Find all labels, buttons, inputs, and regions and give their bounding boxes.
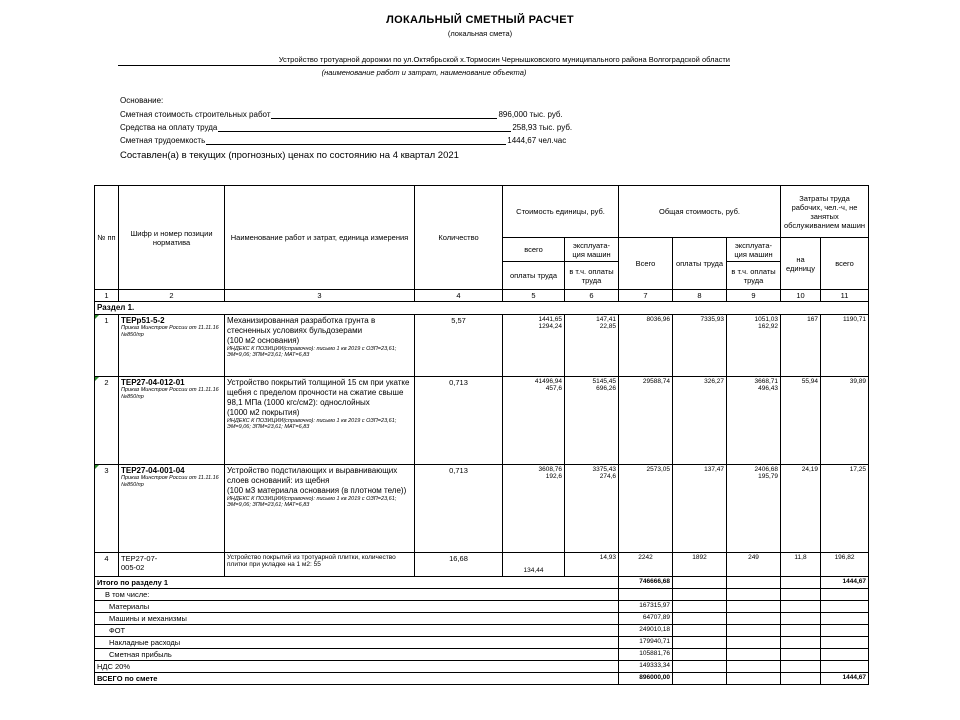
row-total: 8036,96 (619, 314, 673, 376)
row-unit-cost-cell (503, 376, 565, 464)
empty-cell (781, 636, 821, 648)
col-incl-wages-header: в т.ч. оплаты труда (565, 262, 619, 290)
row-num: 4 (95, 552, 119, 576)
table-row (95, 464, 869, 552)
totals-row (95, 624, 869, 636)
row-code-cell (119, 376, 225, 464)
grand-total-labor: 1444,67 (821, 672, 869, 684)
col-number: 6 (565, 290, 619, 302)
row-total-machines: 3668,71 (754, 377, 779, 385)
totals-row (95, 648, 869, 660)
row-qty: 0,713 (415, 464, 503, 552)
col-machines-header: эксплуата-ция машин (565, 238, 619, 262)
col-unit-cost-header: Стоимость единицы, руб. (503, 186, 619, 238)
total-value: 64707,89 (619, 612, 673, 624)
row-machines-cell (565, 376, 619, 464)
total-value: 149333,34 (619, 660, 673, 672)
row-labor-unit: 55,94 (781, 376, 821, 464)
row-machines-wages: 22,85 (599, 323, 617, 331)
totals-row (95, 588, 869, 600)
row-qty: 5,57 (415, 314, 503, 376)
row-index: ИНДЕКС К ПОЗИЦИИ(справочно): письмо 1 кв 2019 с ОЗП=23,61; ЭМ=9,06; ЗПМ=23,61; МАТ=6,83 (227, 417, 397, 431)
row-machines-wages: 696,26 (596, 385, 617, 393)
estimate-table (94, 185, 869, 685)
row-total-machines-wages: 162,92 (758, 323, 779, 331)
total-labor (821, 624, 869, 636)
row-unit-cost-wages: 457,6 (545, 385, 562, 393)
col-wages-header: оплаты труда (503, 262, 565, 290)
row-name-cell (225, 464, 415, 552)
total-labor: 1444,67 (821, 576, 869, 588)
fill-line (271, 110, 497, 119)
row-total-machines: 249 (727, 552, 781, 576)
col-number: 5 (503, 290, 565, 302)
empty-cell (727, 648, 781, 660)
col-number: 2 (119, 290, 225, 302)
empty-cell (781, 588, 821, 600)
row-unit: (100 м3 материала основания (в плотном теле)) (227, 485, 407, 495)
row-total: 2242 (619, 552, 673, 576)
empty-cell (781, 600, 821, 612)
totals-row (95, 636, 869, 648)
empty-cell (673, 612, 727, 624)
totals-row (95, 576, 869, 588)
row-machines-cell (565, 464, 619, 552)
col-number: 7 (619, 290, 673, 302)
table-row (95, 376, 869, 464)
col-num-header: № пп (95, 186, 119, 290)
grand-total-label: ВСЕГО по смете (95, 672, 619, 684)
empty-cell (727, 660, 781, 672)
row-name: Устройство покрытий толщиной 15 см при укатке щебня с пределом прочности на сжатие свыше 98,1 МПа (1000 кгс/см2): однослойных (227, 377, 410, 407)
row-index: ИНДЕКС К ПОЗИЦИИ(справочно): письмо 1 кв 2019 с ОЗП=23,61; ЭМ=9,06; ЗПМ=23,61; МАТ=6,83 (227, 345, 397, 359)
object-name: Устройство тротуарной дорожки по ул.Октябрьской х.Тормосин Чернышковского муниципального района Волгоградской области (118, 55, 730, 66)
totals-row (95, 600, 869, 612)
row-labor-unit: 24,19 (781, 464, 821, 552)
row-total-wages: 7335,93 (673, 314, 727, 376)
row-unit-cost-all: 3608,76 (538, 465, 562, 473)
row-unit-cost-all: 1441,65 (538, 315, 562, 323)
empty-cell (781, 612, 821, 624)
row-machines-wages: 274,6 (599, 473, 617, 481)
row-unit-cost-all: 41496,94 (534, 377, 562, 385)
row-code-cell (119, 464, 225, 552)
col-machines2-header: эксплуата-ция машин (727, 238, 781, 262)
empty-cell (673, 600, 727, 612)
row-total-machines: 2406,68 (754, 465, 779, 473)
table-row (95, 552, 869, 576)
row-labor-all: 17,25 (821, 464, 869, 552)
basis-wages-label: Средства на оплату труда (120, 123, 218, 132)
total-value: 167315,97 (619, 600, 673, 612)
empty-cell (673, 576, 727, 588)
col-all2-header: всего (821, 238, 869, 290)
basis-cost-value: 896,000 тыс. руб. (498, 110, 563, 119)
col-all-header: всего (503, 238, 565, 262)
row-total: 29588,74 (619, 376, 673, 464)
col-total-cost-header: Общая стоимость, руб. (619, 186, 781, 238)
row-unit-cost-wages: 192,6 (545, 473, 562, 481)
row-total-wages: 137,47 (673, 464, 727, 552)
total-labor (821, 588, 869, 600)
row-order: Приказ Минстроя России от 11.11.16 №850/пр (121, 325, 219, 339)
empty-cell (727, 588, 781, 600)
total-labor (821, 636, 869, 648)
row-code-cell (119, 314, 225, 376)
col-number: 10 (781, 290, 821, 302)
basis-labor-label: Сметная трудоемкость (120, 136, 206, 145)
row-code: ТЕР27-04-012-01 (121, 377, 185, 387)
empty-cell (781, 624, 821, 636)
total-label: Итого по разделу 1 (95, 576, 619, 588)
totals-row (95, 660, 869, 672)
col-wages2-header: оплаты труда (673, 238, 727, 290)
row-total-machines-wages: 496,43 (758, 385, 779, 393)
row-total: 2573,05 (619, 464, 673, 552)
empty-cell (673, 624, 727, 636)
total-labor (821, 612, 869, 624)
row-name: Устройство покрытий из тротуарной плитки, количество плитки при укладке на 1 м2: 55 (225, 552, 415, 576)
row-code-cell (119, 552, 225, 576)
empty-cell (673, 636, 727, 648)
total-label: Накладные расходы (95, 636, 619, 648)
total-labor (821, 648, 869, 660)
row-machines: 14,93 (565, 552, 619, 576)
empty-cell (727, 612, 781, 624)
col-number: 8 (673, 290, 727, 302)
row-labor-all: 1190,71 (821, 314, 869, 376)
row-name-cell (225, 314, 415, 376)
empty-cell (673, 588, 727, 600)
row-total-machines: 1051,03 (754, 315, 779, 323)
empty-cell (727, 576, 781, 588)
row-num: 2 (95, 376, 119, 464)
empty-cell (727, 624, 781, 636)
fill-line (206, 136, 506, 145)
row-unit-cost-all: 134,44 (503, 552, 565, 576)
col-incl-wages2-header: в т.ч. оплаты труда (727, 262, 781, 290)
row-machines: 5145,45 (592, 377, 617, 385)
row-unit: (1000 м2 покрытия) (227, 407, 300, 417)
row-code-part-b: 005-02 (121, 562, 145, 572)
totals-row (95, 672, 869, 684)
empty-cell (673, 672, 727, 684)
row-total-machines-cell (727, 464, 781, 552)
col-code-header: Шифр и номер позиции норматива (119, 186, 225, 290)
row-labor-all: 196,82 (821, 552, 869, 576)
col-number: 11 (821, 290, 869, 302)
row-code: ТЕРр51-5-2 (121, 315, 165, 325)
row-unit-cost-cell (503, 464, 565, 552)
row-name: Механизированная разработка грунта в стесненных условиях бульдозерами (227, 315, 376, 335)
empty-cell (727, 600, 781, 612)
row-name: Устройство подстилающих и выравнивающих слоев оснований: из щебня (227, 465, 398, 485)
empty-cell (673, 660, 727, 672)
row-total-wages: 1892 (673, 552, 727, 576)
row-machines: 147,41 (596, 315, 617, 323)
object-caption: (наименование работ и затрат, наименование объекта) (321, 68, 527, 77)
row-total-machines-cell (727, 376, 781, 464)
row-total-machines-cell (727, 314, 781, 376)
basis-cost-label: Сметная стоимость строительных работ (120, 110, 271, 119)
empty-cell (781, 672, 821, 684)
empty-cell (781, 660, 821, 672)
basis-wages-value: 258,93 тыс. руб. (512, 123, 573, 132)
col-total-header: Всего (619, 238, 673, 290)
basis-label: Основание: (120, 96, 164, 105)
row-name-cell (225, 376, 415, 464)
col-number: 9 (727, 290, 781, 302)
basis-line-labor (120, 136, 566, 145)
col-name-header: Наименование работ и затрат, единица измерения (225, 186, 415, 290)
row-qty: 0,713 (415, 376, 503, 464)
table-row (95, 314, 869, 376)
basis-line-wages (120, 123, 572, 132)
row-code-part-a: ТЕР27-07- (121, 553, 158, 563)
total-label: Материалы (95, 600, 619, 612)
grand-total-value: 896000,00 (619, 672, 673, 684)
total-label: Сметная прибыль (95, 648, 619, 660)
row-machines-cell (565, 314, 619, 376)
section-title: Раздел 1. (95, 302, 869, 315)
total-value: 179940,71 (619, 636, 673, 648)
row-unit: (100 м2 основания) (227, 335, 300, 345)
row-labor-unit: 11,8 (781, 552, 821, 576)
col-labor-header: Затраты труда рабочих, чел.-ч, не занятых обслуживанием машин (781, 186, 869, 238)
empty-cell (781, 648, 821, 660)
total-label: ФОТ (95, 624, 619, 636)
row-num: 1 (95, 314, 119, 376)
row-machines: 3375,43 (592, 465, 617, 473)
total-value: 249010,18 (619, 624, 673, 636)
total-value: 746666,68 (619, 576, 673, 588)
total-label: В том числе: (95, 588, 619, 600)
total-labor (821, 660, 869, 672)
compiled-note: Составлен(а) в текущих (прогнозных) ценах по состоянию на 4 квартал 2021 (120, 150, 459, 161)
col-number: 3 (225, 290, 415, 302)
row-labor-all: 39,89 (821, 376, 869, 464)
row-qty: 16,68 (415, 552, 503, 576)
fill-line (218, 123, 511, 132)
total-value: 105881,76 (619, 648, 673, 660)
col-qty-header: Количество (415, 186, 503, 290)
empty-cell (673, 648, 727, 660)
row-total-machines-wages: 195,79 (758, 473, 779, 481)
total-label: НДС 20% (95, 660, 619, 672)
row-order: Приказ Минстроя России от 11.11.16 №850/пр (121, 475, 219, 489)
empty-cell (727, 672, 781, 684)
document-title: ЛОКАЛЬНЫЙ СМЕТНЫЙ РАСЧЕТ (386, 14, 574, 26)
document-subtitle: (локальная смета) (447, 29, 513, 38)
row-labor-unit: 167 (781, 314, 821, 376)
row-unit-cost-wages: 1294,24 (538, 323, 562, 331)
col-number: 1 (95, 290, 119, 302)
col-per-unit-header: на единицу (781, 238, 821, 290)
row-order: Приказ Минстроя России от 11.11.16 №850/пр (121, 387, 219, 401)
row-index: ИНДЕКС К ПОЗИЦИИ(справочно): письмо 1 кв 2019 с ОЗП=23,61; ЭМ=9,06; ЗПМ=23,61; МАТ=6,83 (227, 495, 397, 509)
row-unit-cost-cell (503, 314, 565, 376)
total-value (619, 588, 673, 600)
empty-cell (727, 636, 781, 648)
row-code: ТЕР27-04-001-04 (121, 465, 185, 475)
row-num: 3 (95, 464, 119, 552)
row-total-wages: 326,27 (673, 376, 727, 464)
empty-cell (781, 576, 821, 588)
basis-labor-value: 1444,67 чел.час (507, 136, 567, 145)
total-labor (821, 600, 869, 612)
totals-row (95, 612, 869, 624)
total-label: Машины и механизмы (95, 612, 619, 624)
col-number: 4 (415, 290, 503, 302)
basis-line-cost (120, 110, 563, 119)
